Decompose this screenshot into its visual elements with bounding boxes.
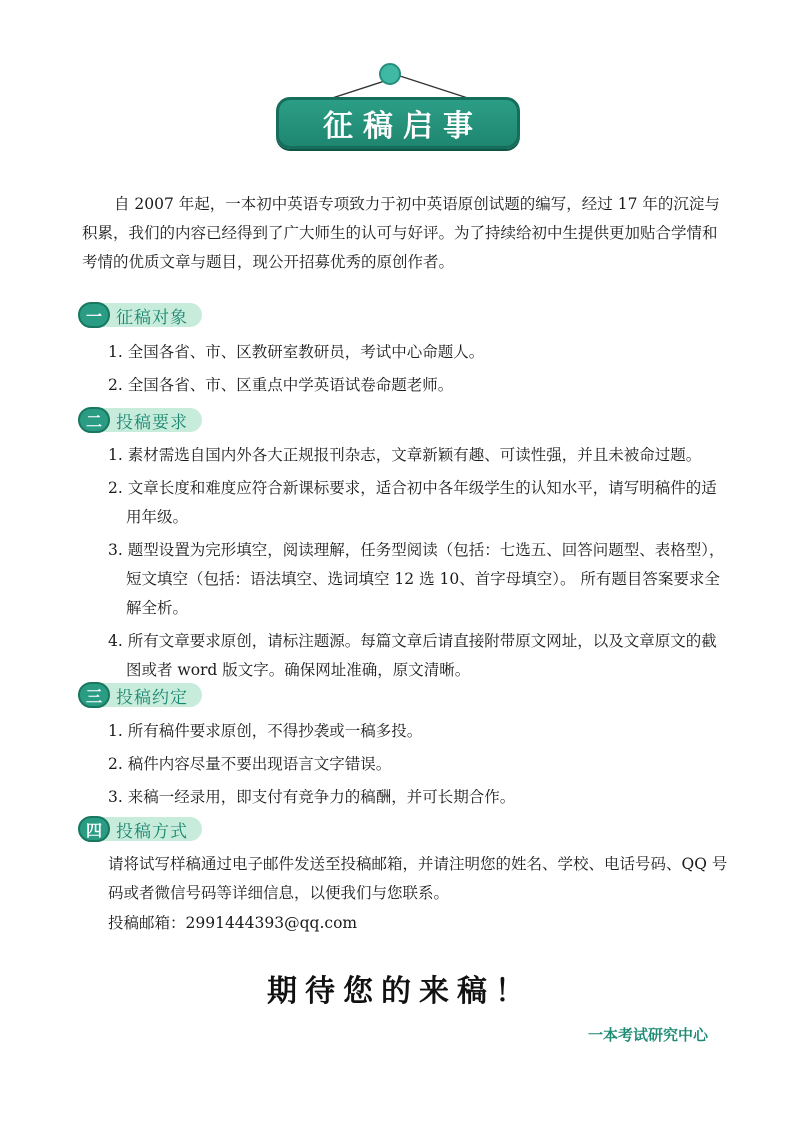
list-item: 1. 素材需选自国内外各大正规报刊杂志，文章新颖有趣、可读性强，并且未被命过题。 bbox=[108, 446, 702, 464]
intro-paragraph: 自 2007 年起，一本初中英语专项致力于初中英语原创试题的编写，经过 17 年的沉淀与积累，我们的内容已经得到了广大师生的认可与好评。为了持续给初中生提供更加贴合学情和考情的优质文章与题目，现公开招募优秀的原创作者。 bbox=[82, 195, 720, 271]
section-header-requirements bbox=[78, 407, 202, 433]
section-header-method bbox=[78, 816, 202, 842]
closing-message: 期待您的来稿！ bbox=[267, 974, 533, 1009]
section-header-targets bbox=[78, 302, 202, 328]
section-number: 三 bbox=[78, 682, 110, 708]
section-pill bbox=[102, 683, 202, 707]
list-item: 1. 全国各省、市、区教研室教研员，考试中心命题人。 bbox=[108, 343, 485, 361]
title-sign bbox=[276, 97, 520, 149]
list-item: 3. 题型设置为完形填空，阅读理解，任务型阅读（包括：七选五、回答问题型、表格型），短文填空（包括：语法填空、选词填空 12 选 10、首字母填空）。 所有题目答案要求全解全析。 bbox=[108, 541, 725, 617]
list-item: 2. 稿件内容尽量不要出现语言文字错误。 bbox=[108, 755, 392, 773]
list-item: 2. 文章长度和难度应符合新课标要求，适合初中各年级学生的认知水平，请写明稿件的适用年级。 bbox=[108, 479, 717, 526]
signature: 一本考试研究中心 bbox=[587, 1026, 708, 1044]
section-title: 投稿要求 bbox=[116, 412, 188, 433]
section-title: 投稿约定 bbox=[116, 687, 188, 708]
section-title: 征稿对象 bbox=[116, 307, 188, 328]
hanger-knob bbox=[379, 63, 401, 85]
list-item: 2. 全国各省、市、区重点中学英语试卷命题老师。 bbox=[108, 376, 454, 394]
section-list bbox=[108, 338, 728, 404]
section-header-agreement bbox=[78, 682, 202, 708]
list-item: 1. 所有稿件要求原创，不得抄袭或一稿多投。 bbox=[108, 722, 423, 740]
section-title: 投稿方式 bbox=[116, 821, 188, 842]
section-number: 一 bbox=[78, 302, 110, 328]
section-pill bbox=[102, 817, 202, 841]
list-item: 3. 来稿一经录用，即支付有竞争力的稿酬，并可长期合作。 bbox=[108, 788, 516, 806]
section-pill bbox=[102, 408, 202, 432]
list-item: 4. 所有文章要求原创，请标注题源。每篇文章后请直接附带原文网址，以及文章原文的截图或者 word 版文字。确保网址准确，原文清晰。 bbox=[108, 632, 717, 679]
section-list bbox=[108, 441, 728, 689]
section-number: 二 bbox=[78, 407, 110, 433]
submission-email: 投稿邮箱：2991444393@qq.com bbox=[108, 914, 358, 932]
submission-instructions: 请将试写样稿通过电子邮件发送至投稿邮箱，并请注明您的姓名、学校、电话号码、QQ 号码或者微信号码等详细信息，以便我们与您联系。 bbox=[108, 855, 728, 902]
section-number: 四 bbox=[78, 816, 110, 842]
section-list bbox=[108, 717, 728, 816]
section-pill bbox=[102, 303, 202, 327]
page-title: 征稿启事 bbox=[323, 109, 483, 144]
